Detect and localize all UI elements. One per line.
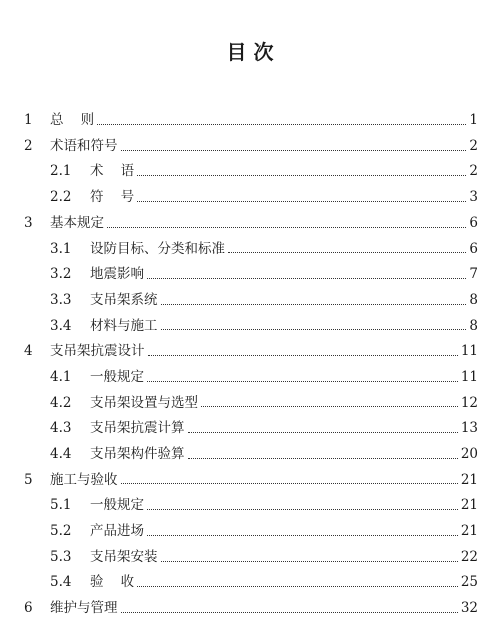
toc-entry-page: 21 (460, 497, 478, 514)
toc-entry-number: 2 (24, 137, 33, 154)
toc-subentry[interactable] (24, 442, 478, 468)
dot-leader (161, 328, 467, 330)
dot-leader (161, 560, 458, 562)
toc-entry-page: 11 (460, 343, 478, 360)
toc-entry-number: 2.2 (50, 189, 72, 206)
toc-entry-number: 5.4 (50, 574, 72, 591)
toc-entry-page: 2 (469, 163, 478, 180)
dot-leader (147, 380, 458, 382)
toc-entry-page: 6 (469, 240, 478, 257)
toc-entry-number: 3.3 (50, 291, 72, 308)
toc-subentry[interactable] (24, 236, 478, 262)
toc-entry-number: 5 (24, 471, 33, 488)
toc-entry-number: 4.3 (50, 420, 72, 437)
toc-entry-number: 5.1 (50, 497, 72, 514)
toc-subentry[interactable] (24, 159, 478, 185)
toc-entry-page: 11 (460, 368, 478, 385)
toc-entry-page: 20 (460, 446, 478, 463)
page-title: 目 次 (226, 40, 274, 64)
toc-subentry[interactable] (24, 570, 478, 596)
toc-entry[interactable] (24, 596, 478, 622)
dot-leader (147, 508, 458, 510)
toc-entry-label: 支吊架构件验算 (90, 446, 185, 463)
toc-subentry[interactable] (24, 262, 478, 288)
toc-entry-number: 4.2 (50, 394, 72, 411)
toc-entry[interactable] (24, 339, 478, 365)
dot-leader (121, 482, 458, 484)
toc-entry-number: 4.4 (50, 446, 72, 463)
toc-subentry[interactable] (24, 545, 478, 571)
toc-entry-label: 支吊架系统 (90, 291, 158, 308)
dot-leader (188, 431, 458, 433)
toc-entry-page: 1 (469, 112, 478, 129)
toc-subentry[interactable] (24, 519, 478, 545)
dot-leader (137, 200, 466, 202)
toc-subentry[interactable] (24, 391, 478, 417)
toc-subentry[interactable] (24, 314, 478, 340)
dot-leader (201, 405, 458, 407)
toc-entry-label: 一般规定 (90, 368, 144, 385)
toc-entry-page: 13 (460, 420, 478, 437)
table-of-contents (24, 108, 478, 622)
toc-subentry[interactable] (24, 185, 478, 211)
dot-leader (121, 149, 467, 151)
toc-entry-label: 总 则 (50, 112, 95, 129)
toc-entry-number: 1 (24, 112, 33, 129)
toc-entry-page: 32 (460, 600, 478, 617)
toc-entry-page: 25 (460, 574, 478, 591)
toc-entry-label: 支吊架抗震设计 (50, 343, 145, 360)
toc-entry-page: 6 (469, 214, 478, 231)
dot-leader (97, 123, 466, 125)
toc-entry-number: 3 (24, 214, 33, 231)
toc-subentry[interactable] (24, 288, 478, 314)
toc-entry[interactable] (24, 108, 478, 134)
toc-entry-page: 12 (460, 394, 478, 411)
toc-entry-label: 术 语 (90, 163, 135, 180)
toc-entry-page: 7 (469, 266, 478, 283)
toc-entry-label: 地震影响 (90, 266, 144, 283)
dot-leader (161, 303, 467, 305)
toc-entry-page: 22 (460, 548, 478, 565)
toc-entry-label: 维护与管理 (50, 600, 118, 617)
toc-entry-label: 验 收 (90, 574, 135, 591)
toc-entry-page: 21 (460, 523, 478, 540)
toc-entry-label: 基本规定 (50, 214, 104, 231)
toc-entry-label: 产品进场 (90, 523, 144, 540)
toc-entry-page: 8 (469, 291, 478, 308)
toc-entry-page: 21 (460, 471, 478, 488)
toc-entry-label: 材料与施工 (90, 317, 158, 334)
dot-leader (121, 611, 458, 613)
toc-entry-page: 2 (469, 137, 478, 154)
toc-entry-number: 6 (24, 600, 33, 617)
dot-leader (188, 457, 458, 459)
toc-entry-number: 3.2 (50, 266, 72, 283)
toc-entry-label: 施工与验收 (50, 471, 118, 488)
toc-entry[interactable] (24, 211, 478, 237)
toc-entry-number: 4 (24, 343, 33, 360)
toc-entry-number: 3.4 (50, 317, 72, 334)
toc-entry-label: 设防目标、分类和标准 (90, 240, 225, 257)
toc-entry-number: 3.1 (50, 240, 72, 257)
toc-entry-page: 8 (469, 317, 478, 334)
dot-leader (137, 585, 458, 587)
toc-subentry[interactable] (24, 493, 478, 519)
toc-entry-number: 5.3 (50, 548, 72, 565)
dot-leader (147, 277, 466, 279)
toc-subentry[interactable] (24, 416, 478, 442)
toc-entry-label: 支吊架设置与选型 (90, 394, 198, 411)
toc-subentry[interactable] (24, 365, 478, 391)
dot-leader (148, 354, 458, 356)
toc-entry[interactable] (24, 468, 478, 494)
toc-entry-page: 3 (469, 189, 478, 206)
toc-entry-number: 2.1 (50, 163, 72, 180)
dot-leader (228, 251, 466, 253)
dot-leader (147, 534, 458, 536)
toc-entry-label: 一般规定 (90, 497, 144, 514)
toc-entry-label: 符 号 (90, 189, 135, 206)
toc-entry-number: 4.1 (50, 368, 72, 385)
dot-leader (107, 226, 466, 228)
dot-leader (137, 174, 466, 176)
toc-entry-label: 术语和符号 (50, 137, 118, 154)
toc-entry-label: 支吊架安装 (90, 548, 158, 565)
toc-entry-number: 5.2 (50, 523, 72, 540)
toc-entry[interactable] (24, 134, 478, 160)
toc-entry-label: 支吊架抗震计算 (90, 420, 185, 437)
